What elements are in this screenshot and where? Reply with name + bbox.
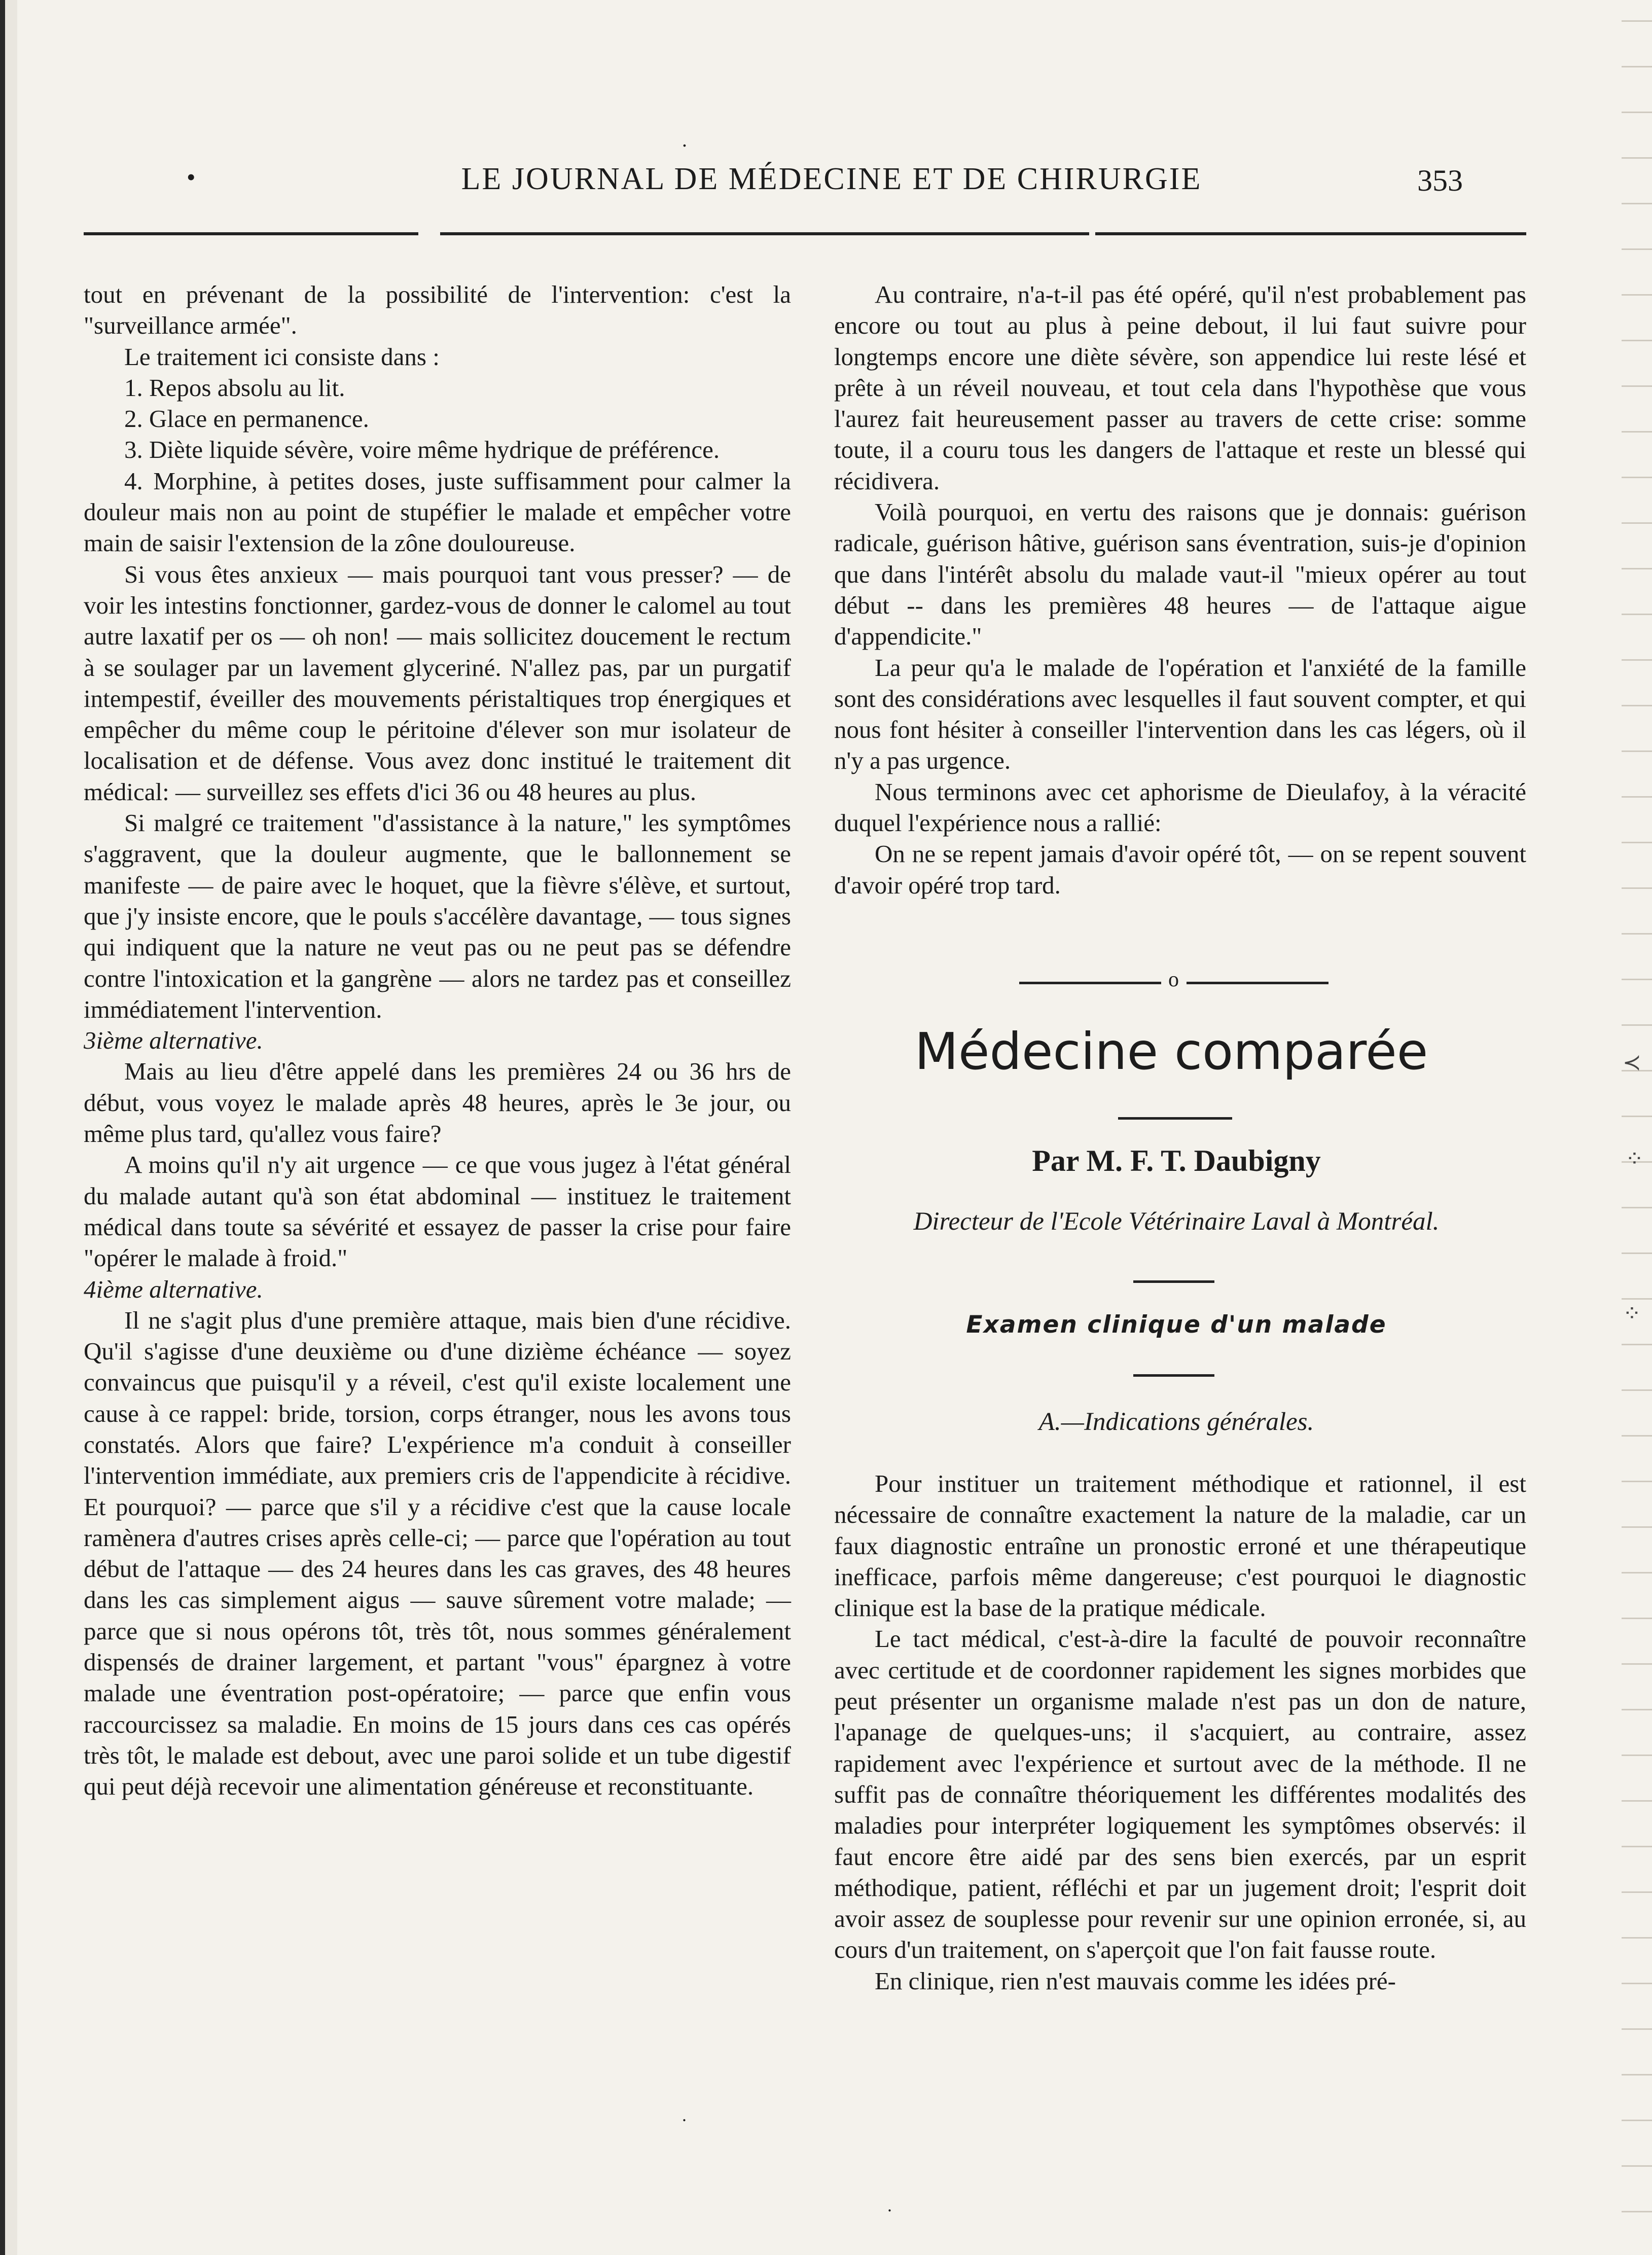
- right-column-top: [834, 279, 1526, 901]
- paragraph: Il ne s'agit plus d'une première attaque, mais bien d'une récidive. Qu'il s'agisse d'une deuxième ou d'une dizième échéance — soyez convaincus que puisqu'il y a réveil, c'est qu'il existe localement une cause à ce rappel: bride, torsion, corps étranger, nous les avons tous constatés. Alors que faire? L'expérience m'a conduit à conseiller l'intervention immédiate, aux premiers cris de l'appendicite à récidive. Et pourquoi? — parce que s'il y a récidive c'est que la cause locale ramènera d'autres crises après celle-ci; — parce que l'opération au tout début de l'attaque — des 24 heures dans les cas graves, des 48 heures dans les cas simplement aigus — sauve sûrement votre malade; — parce que si nous opérons tôt, très tôt, nous sommes généralement dispensés de drainer largement, et partant "vous" épargnez à votre malade une éventration post-opératoire; — parce que enfin vous raccourcissez sa maladie. En moins de 15 jours dans ces cas opérés très tôt, le malade est debout, avec une paroi solide et un tube digestif qui peut déjà recevoir une alimentation généreuse et reconstituante.: [84, 1306, 791, 1801]
- edge-mark: ⁘: [1625, 1147, 1644, 1171]
- paragraph: En clinique, rien n'est mauvais comme les idées pré-: [875, 1966, 1396, 1995]
- scan-binding-edge: [0, 0, 17, 2255]
- separator-mark: o: [1168, 968, 1179, 991]
- print-speck: .: [682, 2105, 687, 2125]
- paragraph: Mais au lieu d'être appelé dans les premières 24 ou 36 hrs de début, vous voyez le malade après 48 heures, après le 3e jour, ou même plus tard, qu'allez vous faire?: [84, 1057, 791, 1148]
- paragraph: Au contraire, n'a-t-il pas été opéré, qu'il n'est probablement pas encore ou tout au plus à peine debout, il lui faut suivre pour longtemps encore une diète sévère, son appendice lui reste lésé et prête à un réveil nouveau, et tout cela dans l'hypothèse que vous l'aurez fait heureusement passer au travers de cette crise: somme toute, il a couru tous les dangers de l'attaque et reste un blessé qui récidivera.: [834, 280, 1526, 495]
- paragraph: Nous terminons avec cet aphorisme de Dieulafoy, à la véracité duquel l'expérience nous a rallié:: [834, 777, 1526, 837]
- section-heading: A.—Indications générales.: [1038, 1408, 1314, 1436]
- author-role: Directeur de l'Ecole Vétérinaire Laval à Montréal.: [913, 1207, 1440, 1236]
- header-rule-left: [84, 232, 418, 235]
- paragraph: Pour instituer un traitement méthodique et rationnel, il est nécessaire de connaître exactement la nature de la maladie, car un faux diagnostic entraîne un pronostic erroné et une thérapeutique inefficace, parfois même dangereuse; c'est pourquoi le diagnostic clinique est la base de la pratique médicale.: [834, 1470, 1526, 1622]
- header-rule-right: [1095, 232, 1526, 235]
- aphorism: On ne se repent jamais d'avoir opéré tôt, — on se repent souvent d'avoir opéré trop tard.: [834, 840, 1526, 899]
- paragraph: Voilà pourquoi, en vertu des raisons que je donnais: guérison radicale, guérison hâtive, guérison sans éventration, suis-je d'opinion que dans l'intérêt absolu du malade vaut-il "mieux opérer au tout début -- dans les premières 48 heures — de l'attaque aigue d'appendicite.": [834, 498, 1526, 651]
- paragraph: Si vous êtes anxieux — mais pourquoi tant vous presser? — de voir les intestins fonctionner, gardez-vous de donner le calomel au tout autre laxatif per os — oh non! — mais sollicitez doucement le rectum à se soulager par un lavement glyceriné. N'allez pas, par un purgatif intempestif, éveiller des mouvements péristaltiques trop énergiques et empêcher du même coup le péritoine d'élever son mur isolateur de localisation et de défense. Vous avez donc institué le traitement dit médical: — surveillez ses effets d'ici 36 ou 48 heures au plus.: [84, 560, 791, 806]
- print-speck: •: [187, 163, 196, 191]
- article-title: Médecine comparée: [914, 1022, 1428, 1081]
- separator-line: [1187, 982, 1328, 984]
- left-column: [84, 279, 791, 1802]
- scan-page-edge: [1622, 0, 1652, 2255]
- subheading: 4ième alternative.: [84, 1275, 263, 1303]
- list-item: 4. Morphine, à petites doses, juste suffisamment pour calmer la douleur mais non au point de stupéfier le malade et empêcher votre main de saisir l'extension de la zône douloureuse.: [84, 467, 791, 557]
- print-speck: .: [887, 2195, 892, 2215]
- page-number: 353: [1417, 164, 1463, 197]
- article-subtitle: Examen clinique d'un malade: [966, 1311, 1387, 1339]
- paragraph: Si malgré ce traitement "d'assistance à la nature," les symptômes s'aggravent, que la douleur augmente, que le ballonnement se manifeste — de paire avec le hoquet, que la fièvre s'élève, et surtout, que j'y insiste encore, que le pouls s'accélère davantage, — tous signes qui indiquent que la nature ne veut pas ou ne peut pas se défendre contre l'intoxication et la gangrène — alors ne tardez pas et conseillez immédiatement l'intervention.: [84, 809, 791, 1023]
- subheading: 3ième alternative.: [84, 1026, 263, 1055]
- paragraph: A moins qu'il n'y ait urgence — ce que vous jugez à l'état général du malade autant qu'à son état abdominal — instituez le traitement médical dans toute sa sévérité et essayez de passer la crise pour faire "opérer le malade à froid.": [84, 1151, 791, 1272]
- paragraph: Le tact médical, c'est-à-dire la faculté de pouvoir reconnaître avec certitude et de coordonner rapidement les signes morbides que peut présenter un organisme malade n'est pas un don de nature, l'apanage de quelques-uns; il s'acquiert, au contraire, assez rapidement avec l'expérience et surtout avec de la méthode. Il ne suffit pas de connaître théoriquement les différentes modalités des maladies pour interpréter logiquement les symptômes observés: il faut encore être aidé par des sens bien exercés, par un esprit méthodique, patient, réfléchi et par un jugement droit; l'esprit doit avoir assez de souplesse pour revenir sur une opinion erronée, si, au cours d'un traitement, on s'aperçoit que l'on fait fausse route.: [834, 1625, 1526, 1964]
- separator-line: [1019, 982, 1161, 984]
- subtitle-rule: [1133, 1374, 1214, 1377]
- title-rule: [1118, 1117, 1232, 1120]
- list-item: 2. Glace en permanence.: [124, 405, 369, 433]
- header-rule-center: [440, 232, 1089, 235]
- edge-mark: ≺: [1623, 1050, 1641, 1075]
- right-column-bottom: [834, 1468, 1526, 1996]
- paragraph: La peur qu'a le malade de l'opération et l'anxiété de la famille sont des considérations avec lesquelles il faut souvent compter, et qui nous font hésiter à conseiller l'intervention dans les cas légers, où il n'y a pas urgence.: [834, 653, 1526, 775]
- section-separator: [1019, 968, 1334, 998]
- running-header: LE JOURNAL DE MÉDECINE ET DE CHIRURGIE: [461, 162, 1202, 196]
- paragraph: Le traitement ici consiste dans :: [124, 342, 440, 371]
- role-rule: [1133, 1280, 1214, 1283]
- list-item: 1. Repos absolu au lit.: [124, 373, 345, 402]
- edge-mark: ⁘: [1623, 1301, 1641, 1326]
- article-author: Par M. F. T. Daubigny: [1032, 1144, 1321, 1177]
- paragraph: tout en prévenant de la possibilité de l'intervention: c'est la "surveillance armée".: [84, 280, 791, 340]
- print-speck: .: [682, 128, 687, 151]
- list-item: 3. Diète liquide sévère, voire même hydrique de préférence.: [124, 436, 720, 464]
